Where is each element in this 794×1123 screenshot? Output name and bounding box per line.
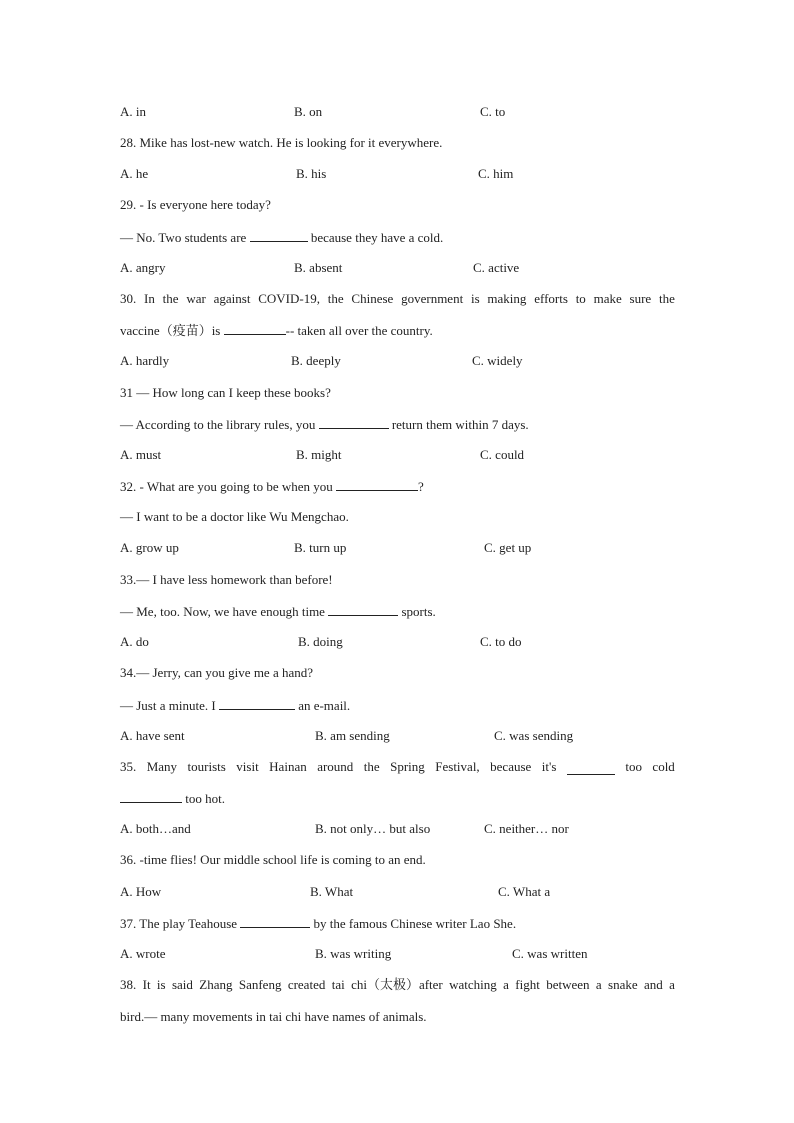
q33-option-c: C. to do bbox=[480, 634, 522, 649]
q35-answer-blank-1 bbox=[567, 762, 615, 775]
q31-option-b: B. might bbox=[296, 447, 342, 462]
q33-reply-post: sports. bbox=[401, 604, 436, 619]
q33-reply-pre: — Me, too. Now, we have enough time bbox=[120, 604, 325, 619]
q38-word: tai bbox=[331, 977, 345, 992]
q38-word: between bbox=[546, 977, 590, 992]
q32-option-a: A. grow up bbox=[120, 540, 179, 555]
q31-reply-pre: — According to the library rules, you bbox=[120, 417, 316, 432]
q35-option-b: B. not only… but also bbox=[315, 821, 431, 836]
q30-word: sure bbox=[629, 291, 652, 306]
q34-reply-post: an e-mail. bbox=[298, 698, 351, 713]
q35-word: around bbox=[317, 759, 354, 774]
q38-word: It bbox=[142, 977, 151, 992]
q27-option-b: B. on bbox=[294, 104, 323, 119]
q38-word: watching bbox=[449, 977, 497, 992]
q34-option-a: A. have sent bbox=[120, 728, 185, 743]
q31-stem: 31 — How long can I keep these books? bbox=[120, 385, 331, 400]
q37-stem-post: by the famous Chinese writer Lao She. bbox=[313, 916, 517, 931]
q32-stem-post: ? bbox=[418, 479, 424, 494]
q37-option-c: C. was written bbox=[512, 946, 588, 961]
q38-word: fight bbox=[515, 977, 540, 992]
q38-word: and bbox=[643, 977, 663, 992]
q29-stem: 29. - Is everyone here today? bbox=[120, 197, 271, 212]
q35-word: because bbox=[490, 759, 532, 774]
q38-word: a bbox=[503, 977, 509, 992]
q30-word: COVID-19, bbox=[258, 291, 320, 306]
q35-word: Festival, bbox=[435, 759, 480, 774]
q35-word: it's bbox=[541, 759, 557, 774]
q33-option-b: B. doing bbox=[298, 634, 343, 649]
q30-cont-pre: vaccine（疫苗）is bbox=[120, 323, 221, 338]
q32-reply: — I want to be a doctor like Wu Mengchao. bbox=[120, 509, 349, 524]
q35-stem bbox=[120, 759, 675, 775]
q29-answer-blank bbox=[250, 229, 308, 242]
q35-word: tourists bbox=[187, 759, 226, 774]
q30-word: efforts bbox=[534, 291, 568, 306]
q30-option-a: A. hardly bbox=[120, 353, 170, 368]
q38-word: Zhang bbox=[199, 977, 233, 992]
q29-option-a: A. angry bbox=[120, 260, 166, 275]
q35-continuation bbox=[120, 790, 225, 807]
q30-word: 30. bbox=[120, 291, 137, 306]
q33-answer-blank bbox=[328, 603, 398, 616]
q38-word: 38. bbox=[120, 977, 137, 992]
q37-stem bbox=[120, 915, 516, 932]
q38-continuation: bird.— many movements in tai chi have names of animals. bbox=[120, 1009, 427, 1024]
q31-answer-blank bbox=[319, 416, 389, 429]
q38-word: snake bbox=[608, 977, 638, 992]
q31-reply bbox=[120, 416, 529, 433]
q35-word: visit bbox=[236, 759, 259, 774]
q36-option-b: B. What bbox=[310, 884, 354, 899]
q32-option-c: C. get up bbox=[484, 540, 532, 555]
q38-stem bbox=[120, 977, 675, 993]
q32-stem bbox=[120, 478, 424, 495]
q30-word: the bbox=[327, 291, 344, 306]
q38-word: is bbox=[156, 977, 166, 992]
q36-stem: 36. -time flies! Our middle school life is coming to an end. bbox=[120, 852, 426, 867]
q31-reply-post: return them within 7 days. bbox=[391, 417, 529, 432]
q35-cont-post: too hot. bbox=[185, 791, 225, 806]
q27-option-a: A. in bbox=[120, 104, 146, 119]
q28-option-b: B. his bbox=[296, 166, 327, 181]
q35-word: Hainan bbox=[269, 759, 307, 774]
q30-word: making bbox=[487, 291, 527, 306]
q30-word: the bbox=[162, 291, 179, 306]
q35-word: Spring bbox=[390, 759, 425, 774]
q29-reply-post: because they have a cold. bbox=[310, 230, 444, 245]
q30-option-c: C. widely bbox=[472, 353, 523, 368]
q30-word: war bbox=[186, 291, 206, 306]
q37-stem-pre: 37. The play Teahouse bbox=[120, 916, 238, 931]
q28-option-a: A. he bbox=[120, 166, 149, 181]
q34-reply bbox=[120, 697, 350, 714]
q38-word: a bbox=[669, 977, 675, 992]
q35-answer-blank-2 bbox=[120, 790, 182, 803]
q34-reply-pre: — Just a minute. I bbox=[120, 698, 216, 713]
q38-word: a bbox=[595, 977, 602, 992]
q30-word: the bbox=[658, 291, 675, 306]
q35-option-c: C. neither… nor bbox=[484, 821, 569, 836]
q35-word: cold bbox=[652, 759, 675, 774]
q31-option-a: A. must bbox=[120, 447, 162, 462]
q34-option-c: C. was sending bbox=[494, 728, 574, 743]
q36-option-a: A. How bbox=[120, 884, 162, 899]
q30-word: Chinese bbox=[351, 291, 394, 306]
q37-answer-blank bbox=[240, 915, 310, 928]
q30-option-b: B. deeply bbox=[291, 353, 341, 368]
q31-option-c: C. could bbox=[480, 447, 525, 462]
q34-option-b: B. am sending bbox=[315, 728, 390, 743]
q35-word: the bbox=[363, 759, 380, 774]
q35-word: too bbox=[625, 759, 642, 774]
q34-stem: 34.— Jerry, can you give me a hand? bbox=[120, 665, 314, 680]
q38-word: said bbox=[171, 977, 193, 992]
q30-word: is bbox=[470, 291, 480, 306]
q30-stem bbox=[120, 291, 675, 307]
q35-word: Many bbox=[146, 759, 178, 774]
q27-option-c: C. to bbox=[480, 104, 506, 119]
q34-answer-blank bbox=[219, 697, 295, 710]
q28-stem: 28. Mike has lost-new watch. He is looking for it everywhere. bbox=[120, 135, 443, 150]
q37-option-a: A. wrote bbox=[120, 946, 166, 961]
q32-answer-blank bbox=[336, 478, 418, 491]
q30-word: against bbox=[213, 291, 251, 306]
q30-answer-blank bbox=[224, 322, 286, 335]
q35-word: 35. bbox=[120, 759, 137, 774]
q28-option-c: C. him bbox=[478, 166, 514, 181]
q38-word: chi（太极）after bbox=[351, 977, 443, 992]
q30-word: make bbox=[593, 291, 622, 306]
q36-option-c: C. What a bbox=[498, 884, 551, 899]
q29-option-c: C. active bbox=[473, 260, 520, 275]
q29-option-b: B. absent bbox=[294, 260, 343, 275]
q38-word: created bbox=[287, 977, 326, 992]
q35-option-a: A. both…and bbox=[120, 821, 191, 836]
q33-reply bbox=[120, 603, 436, 620]
q30-word: government bbox=[401, 291, 464, 306]
q30-cont-post: -- taken all over the country. bbox=[285, 323, 433, 338]
q38-word: Sanfeng bbox=[238, 977, 282, 992]
q32-stem-pre: 32. - What are you going to be when you bbox=[120, 479, 333, 494]
q30-word: to bbox=[575, 291, 586, 306]
q30-continuation bbox=[120, 322, 433, 339]
q32-option-b: B. turn up bbox=[294, 540, 347, 555]
q33-option-a: A. do bbox=[120, 634, 149, 649]
q29-reply bbox=[120, 229, 443, 246]
q33-stem: 33.— I have less homework than before! bbox=[120, 572, 333, 587]
q30-word: In bbox=[144, 291, 155, 306]
q29-reply-pre: — No. Two students are bbox=[120, 230, 247, 245]
q37-option-b: B. was writing bbox=[315, 946, 392, 961]
